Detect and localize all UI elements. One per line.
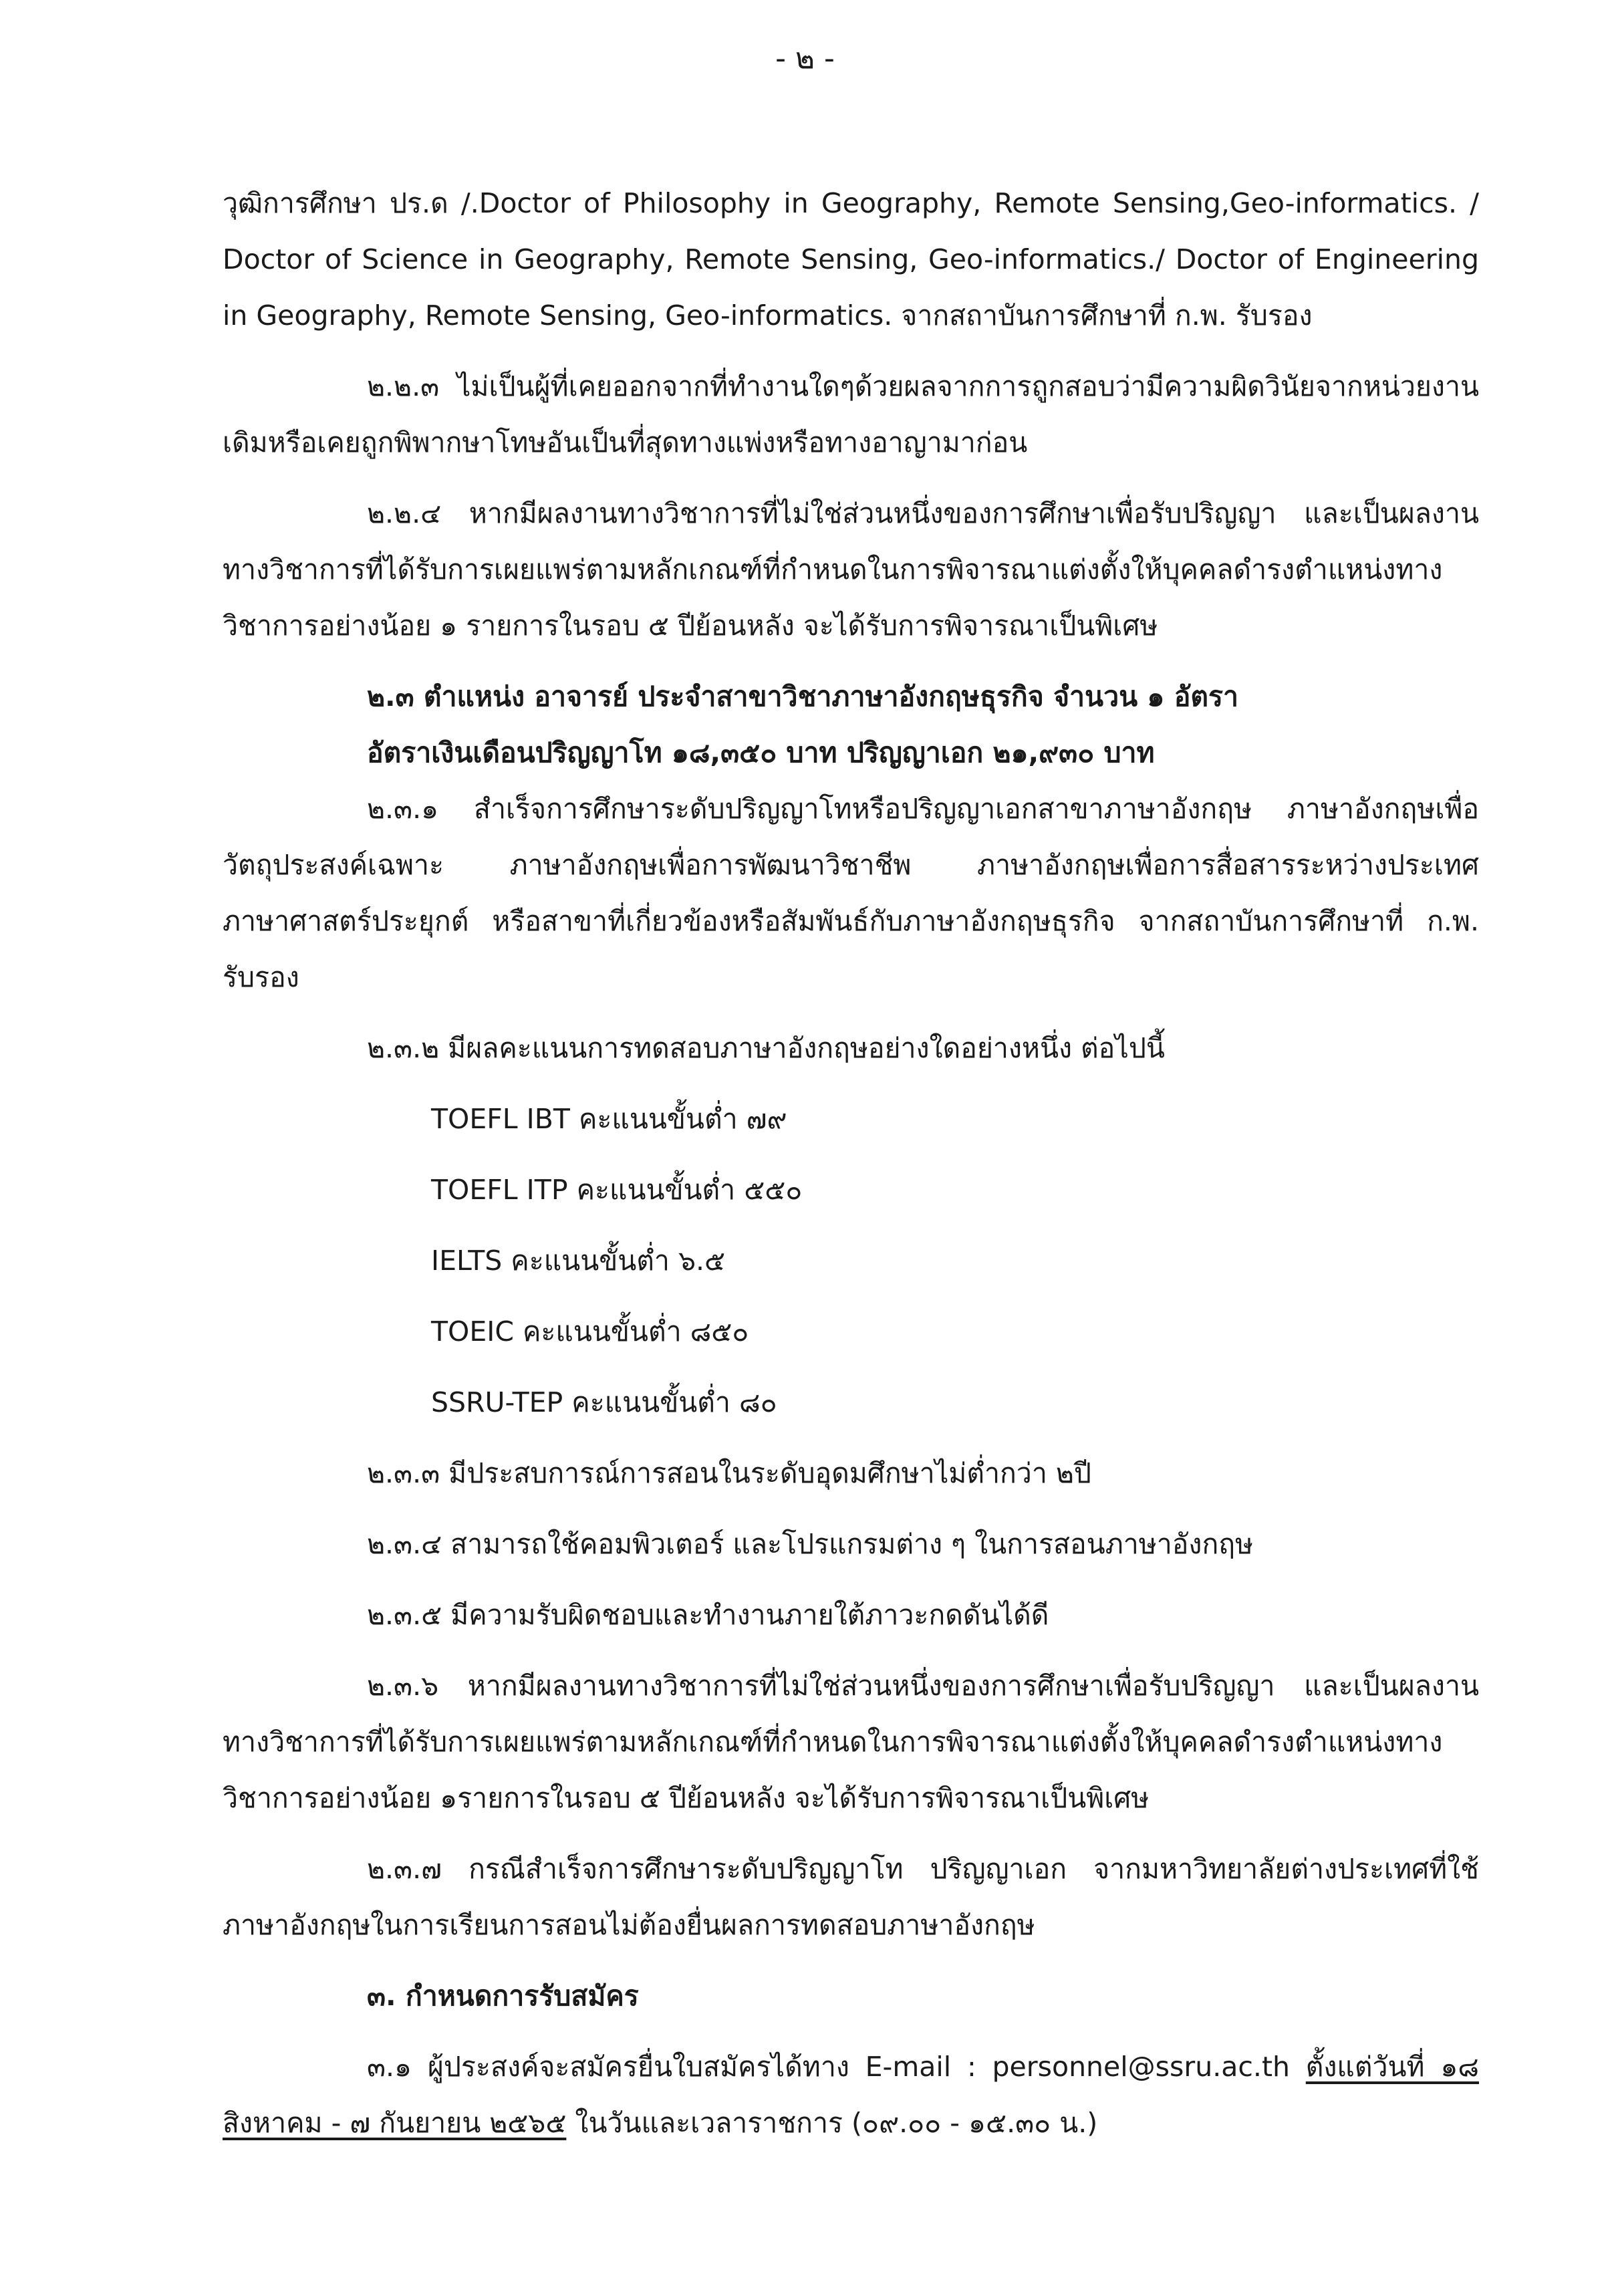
- paragraph-2-3-6: ๒.๓.๖ หากมีผลงานทางวิชาการที่ไม่ใช่ส่วนหนึ่งของการศึกษาเพื่อรับปริญญา และเป็นผลงานทางวิชาการที่ได้รับการเผยแพร่ตามหลักเกณฑ์ที่กำหนดในการพิจารณาแต่งตั้งให้บุคคลดำรงตำแหน่งทางวิชาการอย่างน้อย ๑รายการในรอบ ๕ ปีย้อนหลัง จะได้รับการพิจารณาเป็นพิเศษ: [223, 1670, 1479, 1814]
- paragraph-2-2-1-continuation: วุฒิการศึกษา ปร.ด /.Doctor of Philosophy in Geography, Remote Sensing,Geo-informatics. / Doctor of Science in Geography, Remote Sensing, Geo-informatics./ Doctor of Engineering in Geography, Remote Sensing, Geo-informatics. จากสถาบันการศึกษาที่ ก.พ. รับรอง: [223, 187, 1479, 332]
- paragraph-2-3-3: ๒.๓.๓ มีประสบการณ์การสอนในระดับอุดมศึกษาไม่ต่ำกว่า ๒ปี: [367, 1457, 1091, 1489]
- paragraph-2-3-5: ๒.๓.๕ มีความรับผิดชอบและทำงานภายใต้ภาวะกดดันได้ดี: [367, 1599, 1049, 1631]
- paragraph-2-3-4: ๒.๓.๔ สามารถใช้คอมพิวเตอร์ และโปรแกรมต่าง ๆ ในการสอนภาษาอังกฤษ: [367, 1528, 1254, 1560]
- paragraph-2-2-3: ๒.๒.๓ ไม่เป็นผู้ที่เคยออกจากที่ทำงานใดๆด้วยผลจากการถูกสอบว่ามีความผิดวินัยจากหน่วยงานเดิมหรือเคยถูกพิพากษาโทษอันเป็นที่สุดทางแพ่งหรือทางอาญามาก่อน: [223, 370, 1479, 459]
- score-item-toefl-ibt: TOEFL IBT คะแนนขั้นต่ำ ๗๙: [431, 1103, 787, 1135]
- salary-heading-2-3: อัตราเงินเดือนปริญญาโท ๑๘,๓๕๐ บาท ปริญญาเอก ๒๑,๙๓๐ บาท: [367, 737, 1155, 769]
- document-body: [223, 175, 1479, 2151]
- paragraph-3-1: [223, 2039, 1479, 2151]
- section-heading-3: ๓. กำหนดการรับสมัคร: [367, 1980, 639, 2012]
- score-item-toefl-itp: TOEFL ITP คะแนนขั้นต่ำ ๕๕๐: [431, 1174, 803, 1206]
- score-item-ssru-tep: SSRU-TEP คะแนนขั้นต่ำ ๘๐: [431, 1386, 777, 1418]
- paragraph-2-3-2: ๒.๓.๒ มีผลคะแนนการทดสอบภาษาอังกฤษอย่างใดอย่างหนึ่ง ต่อไปนี้: [367, 1032, 1165, 1064]
- score-item-ielts: IELTS คะแนนขั้นต่ำ ๖.๕: [431, 1245, 726, 1277]
- page-number: - ๒ -: [775, 41, 835, 76]
- application-dates: ตั้งแต่วันที่ ๑๘ สิงหาคม - ๗ กันยายน ๒๕๖๕: [223, 2051, 1479, 2139]
- section-heading-2-3: ๒.๓ ตำแหน่ง อาจารย์ ประจำสาขาวิชาภาษาอังกฤษธุรกิจ จำนวน ๑ อัตรา: [367, 680, 1238, 713]
- paragraph-2-2-4: ๒.๒.๔ หากมีผลงานทางวิชาการที่ไม่ใช่ส่วนหนึ่งของการศึกษาเพื่อรับปริญญา และเป็นผลงานทางวิชาการที่ได้รับการเผยแพร่ตามหลักเกณฑ์ที่กำหนดในการพิจารณาแต่งตั้งให้บุคคลดำรงตำแหน่งทางวิชาการอย่างน้อย ๑ รายการในรอบ ๕ ปีย้อนหลัง จะได้รับการพิจารณาเป็นพิเศษ: [223, 497, 1479, 642]
- paragraph-2-3-1: ๒.๓.๑ สำเร็จการศึกษาระดับปริญญาโทหรือปริญญาเอกสาขาภาษาอังกฤษ ภาษาอังกฤษเพื่อวัตถุประสงค์เฉพาะ ภาษาอังกฤษเพื่อการพัฒนาวิชาชีพ ภาษาอังกฤษเพื่อการสื่อสารระหว่างประเทศ ภาษาศาสตร์ประยุกต์ หรือสาขาที่เกี่ยวข้องหรือสัมพันธ์กับภาษาอังกฤษธุรกิจ จากสถาบันการศึกษาที่ ก.พ. รับรอง: [223, 793, 1479, 993]
- paragraph-2-3-7: ๒.๓.๗ กรณีสำเร็จการศึกษาระดับปริญญาโท ปริญญาเอก จากมหาวิทยาลัยต่างประเทศที่ใช้ภาษาอังกฤษในการเรียนการสอนไม่ต้องยื่นผลการทดสอบภาษาอังกฤษ: [223, 1853, 1479, 1941]
- score-item-toeic: TOEIC คะแนนขั้นต่ำ ๘๕๐: [431, 1315, 749, 1348]
- application-email-text: ๓.๑ ผู้ประสงค์จะสมัครยื่นใบสมัครได้ทาง E-mail : personnel@ssru.ac.th: [367, 2051, 1291, 2083]
- office-hours-text: ในวันและเวลาราชการ (๐๙.๐๐ - ๑๕.๓๐ น.): [575, 2107, 1098, 2139]
